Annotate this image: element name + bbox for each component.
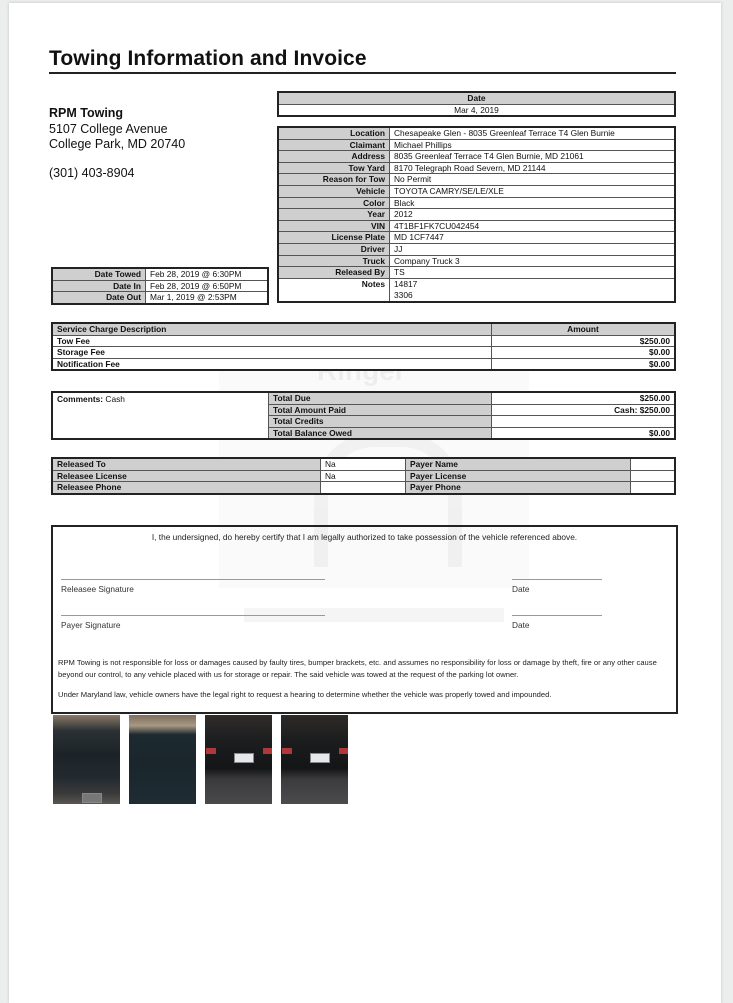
company-phone: (301) 403-8904 (49, 165, 135, 180)
info-value: Chesapeake Glen - 8035 Greenleaf Terrace T4 Glen Burnie (390, 127, 676, 139)
info-value: MD 1CF7447 (390, 232, 676, 244)
payer-label: Payer License (406, 470, 631, 482)
total-value: Cash: $250.00 (492, 404, 676, 416)
total-value: $250.00 (492, 392, 676, 404)
info-row-truck (278, 255, 675, 267)
time-value: Feb 28, 2019 @ 6:30PM (146, 268, 269, 280)
info-value: TS (390, 267, 676, 279)
license-plate (234, 753, 254, 763)
info-label: Color (278, 197, 390, 209)
payer-value (631, 458, 676, 470)
release-label: Releasee License (52, 470, 321, 482)
payer-value (631, 470, 676, 482)
vehicle-photo[interactable] (129, 715, 196, 804)
time-value: Mar 1, 2019 @ 2:53PM (146, 292, 269, 304)
info-row-vin (278, 220, 675, 232)
title-divider (49, 72, 676, 74)
release-label: Released To (52, 458, 321, 470)
charge-amount: $0.00 (492, 358, 676, 370)
tail-light (282, 748, 292, 754)
info-value: Michael Phillips (390, 139, 676, 151)
release-value: Na (321, 470, 406, 482)
info-value: No Permit (390, 174, 676, 186)
invoice-date-table (277, 91, 676, 117)
date-value: Mar 4, 2019 (278, 104, 675, 116)
release-label: Releasee Phone (52, 482, 321, 494)
total-label: Total Credits (269, 416, 492, 428)
info-value: 8170 Telegraph Road Severn, MD 21144 (390, 162, 676, 174)
comments-value: Cash (105, 394, 125, 404)
release-row (52, 482, 675, 494)
description-header: Service Charge Description (52, 323, 492, 335)
info-value: Black (390, 197, 676, 209)
time-row-towed (52, 268, 268, 280)
amount-header: Amount (492, 323, 676, 335)
payer-date-label: Date (512, 620, 530, 630)
payer-signature-label: Payer Signature (61, 620, 121, 630)
charge-row (52, 358, 675, 370)
vehicle-photos (53, 715, 348, 804)
info-label: VIN (278, 220, 390, 232)
company-name: RPM Towing (49, 106, 124, 120)
payer-value (631, 482, 676, 494)
company-address-line1: 5107 College Avenue (49, 121, 168, 136)
tail-light (263, 748, 272, 754)
time-row-in (52, 280, 268, 292)
charge-row (52, 335, 675, 347)
company-address-line2: College Park, MD 20740 (49, 137, 186, 151)
total-label: Total Due (269, 392, 492, 404)
info-row-reason (278, 174, 675, 186)
info-label: Year (278, 209, 390, 221)
service-charges-table (51, 322, 676, 371)
info-row-claimant (278, 139, 675, 151)
releasee-date-label: Date (512, 584, 530, 594)
payer-label: Payer Name (406, 458, 631, 470)
notes-line2: 3306 (394, 289, 413, 300)
info-label: License Plate (278, 232, 390, 244)
info-value: Company Truck 3 (390, 255, 676, 267)
info-row-year (278, 209, 675, 221)
vehicle-photo[interactable] (53, 715, 120, 804)
totals-row (52, 392, 675, 404)
charge-amount: $250.00 (492, 335, 676, 347)
info-row-vehicle (278, 185, 675, 197)
time-row-out (52, 292, 268, 304)
info-value: 4T1BF1FK7CU042454 (390, 220, 676, 232)
info-row-notes (278, 278, 675, 302)
time-label: Date Towed (52, 268, 146, 280)
liability-disclaimer: RPM Towing is not responsible for loss or damages caused by faulty tires, bumper brackets, etc. and assumes no responsibility for loss or damage by theft, fire or any other cause beyond our control, to any vehicle placed with us for storage or repair. The said vehicle was towed at the request of the parking lot owner. (58, 658, 657, 679)
time-value: Feb 28, 2019 @ 6:50PM (146, 280, 269, 292)
tail-light (339, 748, 348, 754)
maryland-law-notice: Under Maryland law, vehicle owners have the legal right to request a hearing to determine whether the vehicle was properly towed and impounded. (58, 690, 552, 699)
info-label: Reason for Tow (278, 174, 390, 186)
info-row-address (278, 151, 675, 163)
charge-amount: $0.00 (492, 347, 676, 359)
total-value: $0.00 (492, 427, 676, 439)
charge-description: Notification Fee (52, 358, 492, 370)
info-label: Driver (278, 243, 390, 255)
charge-description: Tow Fee (52, 335, 492, 347)
info-label: Claimant (278, 139, 390, 151)
total-label: Total Amount Paid (269, 404, 492, 416)
license-plate (82, 793, 102, 803)
info-label: Tow Yard (278, 162, 390, 174)
info-value: 2012 (390, 209, 676, 221)
releasee-signature-line (61, 579, 325, 580)
releasee-signature-label: Releasee Signature (61, 584, 134, 594)
info-label: Notes (278, 278, 390, 302)
page-title: Towing Information and Invoice (49, 47, 367, 70)
totals-table (51, 391, 676, 440)
release-info-table (51, 457, 676, 495)
vehicle-photo[interactable] (205, 715, 272, 804)
info-label: Location (278, 127, 390, 139)
notes-line1: 14817 (394, 278, 418, 289)
info-value: JJ (390, 243, 676, 255)
vehicle-info-table (277, 126, 676, 303)
invoice-page (9, 3, 721, 1003)
time-label: Date Out (52, 292, 146, 304)
info-row-driver (278, 243, 675, 255)
company-info (49, 106, 185, 181)
total-value (492, 416, 676, 428)
total-label: Total Balance Owed (269, 427, 492, 439)
payer-signature-line (61, 615, 325, 616)
release-row (52, 470, 675, 482)
info-row-license-plate (278, 232, 675, 244)
release-value (321, 482, 406, 494)
payer-label: Payer Phone (406, 482, 631, 494)
info-row-color (278, 197, 675, 209)
info-row-tow-yard (278, 162, 675, 174)
info-value-notes (390, 278, 676, 302)
vehicle-photo[interactable] (281, 715, 348, 804)
tail-light (206, 748, 216, 754)
release-value: Na (321, 458, 406, 470)
info-row-released-by (278, 267, 675, 279)
info-value: TOYOTA CAMRY/SE/LE/XLE (390, 185, 676, 197)
info-row-location (278, 127, 675, 139)
certification-box (51, 525, 678, 714)
payer-date-line (512, 615, 602, 616)
charges-header (52, 323, 675, 335)
certification-statement: I, the undersigned, do hereby certify that I am legally authorized to take possession of the vehicle referenced above. (151, 532, 578, 542)
info-label: Released By (278, 267, 390, 279)
comments-label: Comments: (57, 394, 104, 404)
charge-description: Storage Fee (52, 347, 492, 359)
charge-row (52, 347, 675, 359)
comments-cell (52, 392, 269, 439)
info-label: Truck (278, 255, 390, 267)
time-label: Date In (52, 280, 146, 292)
releasee-date-line (512, 579, 602, 580)
date-label: Date (278, 92, 675, 104)
info-label: Vehicle (278, 185, 390, 197)
release-row (52, 458, 675, 470)
tow-times-table (51, 267, 269, 305)
license-plate (310, 753, 330, 763)
info-value: 8035 Greenleaf Terrace T4 Glen Burnie, MD 21061 (390, 151, 676, 163)
info-label: Address (278, 151, 390, 163)
watermark-text: Ringer (317, 355, 406, 386)
